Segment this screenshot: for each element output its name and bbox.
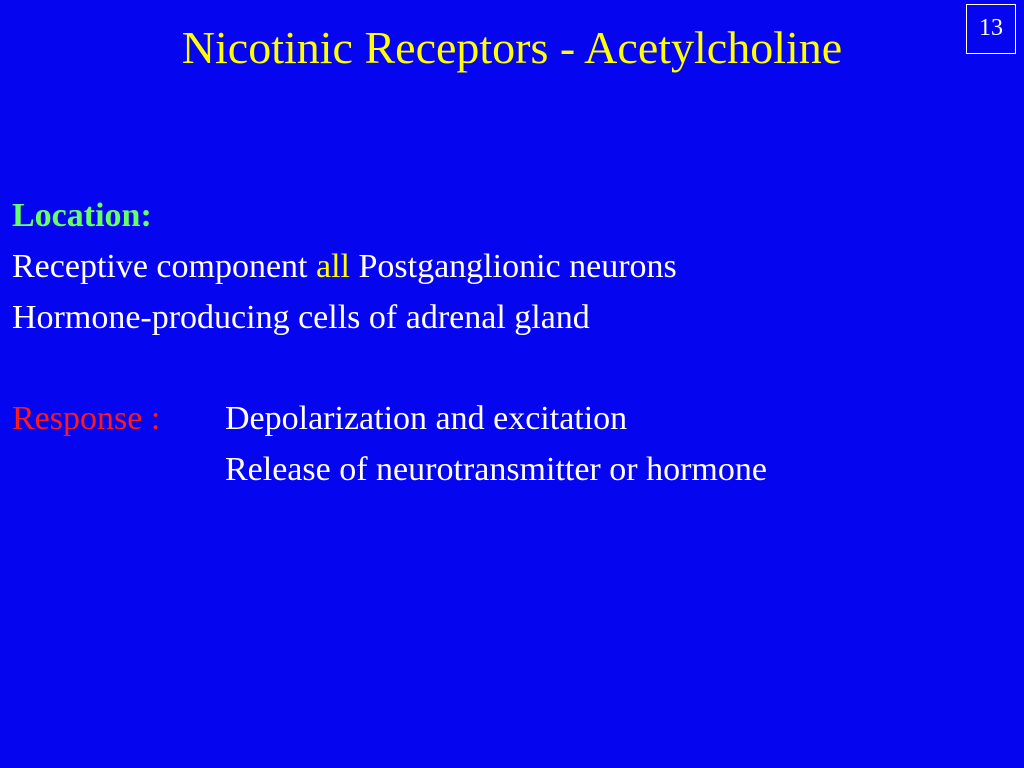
response-items — [225, 393, 767, 495]
location-line-1-start: Receptive component — [12, 248, 317, 285]
response-label: Response : — [12, 400, 161, 437]
response-item: Depolarization and excitation — [225, 400, 628, 437]
location-line-1-end: Postganglionic neurons — [350, 248, 677, 285]
location-line-1 — [12, 241, 677, 292]
location-heading: Location: — [12, 197, 152, 234]
response-item: Release of neurotransmitter or hormone — [225, 451, 767, 488]
location-highlight-all: all — [316, 248, 350, 285]
slide-title: Nicotinic Receptors - Acetylcholine — [181, 22, 843, 73]
slide-number: 13 — [966, 4, 1016, 54]
location-section — [12, 190, 677, 343]
location-line-2: Hormone-producing cells of adrenal gland — [12, 299, 590, 336]
